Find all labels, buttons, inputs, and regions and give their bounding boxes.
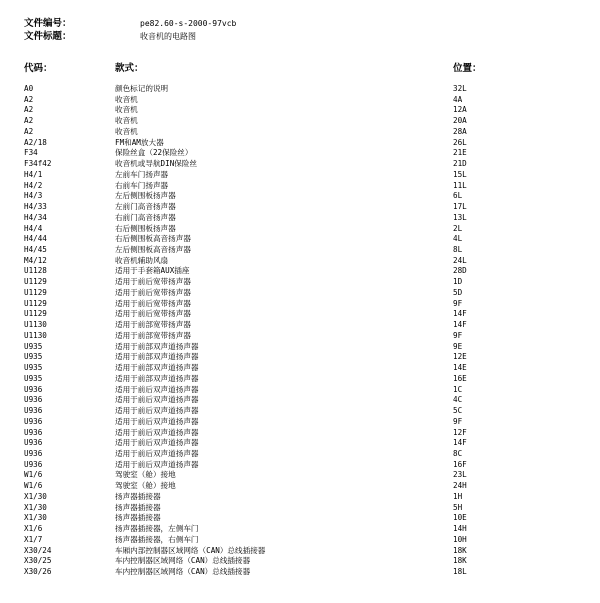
component-description: 适用于前后宽带扬声器 [115,277,191,287]
list-item [0,449,600,460]
component-position: 9F [453,330,463,340]
component-code: F34 [24,148,38,158]
component-description: 适用于前部双声道扬声器 [115,352,199,362]
component-description: 左前门高音扬声器 [115,202,176,212]
component-description: 车厢内部控制器区域网络（CAN）总线插接器 [115,545,266,555]
component-code: U936 [24,448,43,458]
list-item [0,256,600,267]
component-description: 右后侧围板高音扬声器 [115,234,191,244]
component-description: 适用于手套箱AUX插座 [115,266,190,276]
list-item [0,234,600,245]
component-code: U1129 [24,287,47,297]
component-description: 扬声器插接器 [115,513,161,523]
component-position: 24L [453,255,467,265]
component-code: X30/24 [24,545,52,555]
component-description: 收音机 [115,126,138,136]
component-position: 1D [453,277,463,287]
component-code: X30/25 [24,556,52,566]
component-description: 适用于前后双声道扬声器 [115,395,199,405]
component-description: 收音机辅助风扇 [115,255,169,265]
component-description: 收音机 [115,116,138,126]
component-code: U1130 [24,320,47,330]
component-position: 8L [453,245,463,255]
component-position: 12F [453,427,467,437]
component-description: 车内控制器区域网络（CAN）总线插接器 [115,556,251,566]
list-item [0,245,600,256]
component-position: 28D [453,266,467,276]
component-code: U935 [24,373,43,383]
component-code: U936 [24,384,43,394]
component-description: 收音机 [115,105,138,115]
component-position: 21D [453,159,467,169]
list-item [0,374,600,385]
list-item [0,567,600,578]
list-item [0,266,600,277]
component-code: X1/30 [24,491,47,501]
component-position: 12E [453,352,467,362]
list-item [0,84,600,95]
component-position: 4L [453,234,463,244]
component-description: FM和AM放大器 [115,137,164,147]
component-description: 适用于前后双声道扬声器 [115,416,199,426]
list-item [0,342,600,353]
component-code: H4/33 [24,202,47,212]
component-position: 28A [453,126,467,136]
list-item [0,127,600,138]
component-position: 18K [453,545,467,555]
list-item [0,438,600,449]
component-code: U936 [24,416,43,426]
list-item [0,277,600,288]
list-item [0,503,600,514]
component-position: 4C [453,395,463,405]
component-description: 右前车门扬声器 [115,180,169,190]
component-code: U936 [24,406,43,416]
component-description: 适用于前后双声道扬声器 [115,384,199,394]
component-description: 适用于前后双声道扬声器 [115,427,199,437]
component-code: H4/2 [24,180,43,190]
component-position: 23L [453,470,467,480]
component-code: H4/1 [24,169,43,179]
component-position: 21E [453,148,467,158]
component-code: A0 [24,84,34,93]
component-position: 10E [453,513,467,523]
component-code: M4/12 [24,255,47,265]
component-position: 16F [453,459,467,469]
component-description: 左前车门扬声器 [115,169,169,179]
list-item [0,309,600,320]
doc-title-value: 收音机的电路图 [140,32,196,41]
list-item [0,492,600,503]
component-code: H4/44 [24,234,47,244]
component-code: U1129 [24,298,47,308]
list-item [0,116,600,127]
component-position: 26L [453,137,467,147]
component-position: 14F [453,309,467,319]
list-item [0,191,600,202]
component-description: 驾驶室（舱）接地 [115,470,176,480]
component-code: H4/45 [24,245,47,255]
component-code: A2 [24,105,34,115]
component-position: 6L [453,191,463,201]
component-description: 颜色标记的说明 [115,84,169,93]
component-code: U936 [24,395,43,405]
component-position: 2L [453,223,463,233]
component-code: X1/30 [24,502,47,512]
column-header-desc: 款式： [115,63,144,74]
doc-title-label: 文件标题： [24,31,72,42]
component-description: 适用于前部双声道扬声器 [115,341,199,351]
list-item [0,170,600,181]
component-code: H4/3 [24,191,43,201]
component-position: 9F [453,298,463,308]
component-position: 8C [453,448,463,458]
list-item [0,417,600,428]
list-item [0,148,600,159]
component-description: 右后侧围板扬声器 [115,223,176,233]
component-code: U1128 [24,266,47,276]
component-position: 11L [453,180,467,190]
doc-number-label: 文件编号： [24,18,72,29]
list-item [0,406,600,417]
component-list [0,84,600,578]
component-description: 右前门高音扬声器 [115,212,176,222]
component-position: 18L [453,567,467,577]
component-code: U1130 [24,330,47,340]
component-position: 1C [453,384,463,394]
component-code: U936 [24,427,43,437]
component-description: 左后侧围板扬声器 [115,191,176,201]
component-position: 14E [453,363,467,373]
component-description: 扬声器插接器 [115,491,161,501]
list-item [0,546,600,557]
component-description: 适用于前后宽带扬声器 [115,298,191,308]
component-code: W1/6 [24,470,43,480]
component-description: 车内控制器区域网络（CAN）总线插接器 [115,567,251,577]
component-position: 20A [453,116,467,126]
component-description: 扬声器插接器，左侧车门 [115,524,199,534]
component-description: 保险丝盒（22保险丝） [115,148,193,158]
component-description: 适用于前部宽带扬声器 [115,320,191,330]
component-code: U935 [24,352,43,362]
component-code: U936 [24,459,43,469]
component-description: 适用于前后双声道扬声器 [115,448,199,458]
component-position: 1H [453,491,463,501]
component-position: 14F [453,320,467,330]
component-description: 左后侧围板高音扬声器 [115,245,191,255]
list-item [0,481,600,492]
component-code: U1129 [24,309,47,319]
component-description: 适用于前部双声道扬声器 [115,373,199,383]
component-description: 适用于前后双声道扬声器 [115,406,199,416]
component-code: X30/26 [24,567,52,577]
component-description: 适用于前部宽带扬声器 [115,330,191,340]
component-code: A2 [24,126,34,136]
component-position: 17L [453,202,467,212]
list-item [0,202,600,213]
component-position: 5C [453,406,463,416]
component-description: 适用于前部双声道扬声器 [115,363,199,373]
list-item [0,460,600,471]
component-code: A2/18 [24,137,47,147]
list-item [0,299,600,310]
component-position: 12A [453,105,467,115]
doc-number-value: pe82.60-s-2000-97vcb [140,19,237,28]
component-position: 9F [453,416,463,426]
list-item [0,513,600,524]
list-item [0,428,600,439]
component-code: U1129 [24,277,47,287]
component-code: X1/6 [24,524,43,534]
list-item [0,95,600,106]
component-position: 24H [453,481,467,491]
component-position: 32L [453,84,467,93]
list-item [0,138,600,149]
component-position: 14H [453,524,467,534]
list-item [0,331,600,342]
list-item [0,395,600,406]
list-item [0,181,600,192]
component-position: 18K [453,556,467,566]
component-code: X1/7 [24,534,43,544]
list-item [0,363,600,374]
component-position: 13L [453,212,467,222]
component-position: 15L [453,169,467,179]
component-code: X1/30 [24,513,47,523]
component-code: H4/34 [24,212,47,222]
component-description: 适用于前后宽带扬声器 [115,309,191,319]
list-item [0,320,600,331]
list-item [0,385,600,396]
component-code: F34f42 [24,159,52,169]
component-description: 收音机或导航DIN保险丝 [115,159,198,169]
component-position: 16E [453,373,467,383]
list-item [0,288,600,299]
list-item [0,213,600,224]
component-position: 14F [453,438,467,448]
component-position: 4A [453,94,463,104]
component-description: 适用于前后双声道扬声器 [115,438,199,448]
component-code: A2 [24,94,34,104]
component-code: U935 [24,341,43,351]
component-code: W1/6 [24,481,43,491]
component-description: 适用于前后宽带扬声器 [115,287,191,297]
list-item [0,556,600,567]
component-code: H4/4 [24,223,43,233]
component-position: 10H [453,534,467,544]
component-description: 扬声器插接器 [115,502,161,512]
component-position: 9E [453,341,463,351]
component-code: U936 [24,438,43,448]
component-description: 驾驶室（舱）接地 [115,481,176,491]
component-code: A2 [24,116,34,126]
component-position: 5D [453,287,463,297]
component-position: 5H [453,502,463,512]
list-item [0,224,600,235]
list-item [0,352,600,363]
list-item [0,105,600,116]
list-item [0,535,600,546]
list-item [0,159,600,170]
column-header-code: 代码： [24,63,53,74]
column-header-pos: 位置： [453,63,482,74]
list-item [0,470,600,481]
component-code: U935 [24,363,43,373]
component-description: 扬声器插接器，右侧车门 [115,534,199,544]
list-item [0,524,600,535]
component-description: 适用于前后双声道扬声器 [115,459,199,469]
component-description: 收音机 [115,94,138,104]
